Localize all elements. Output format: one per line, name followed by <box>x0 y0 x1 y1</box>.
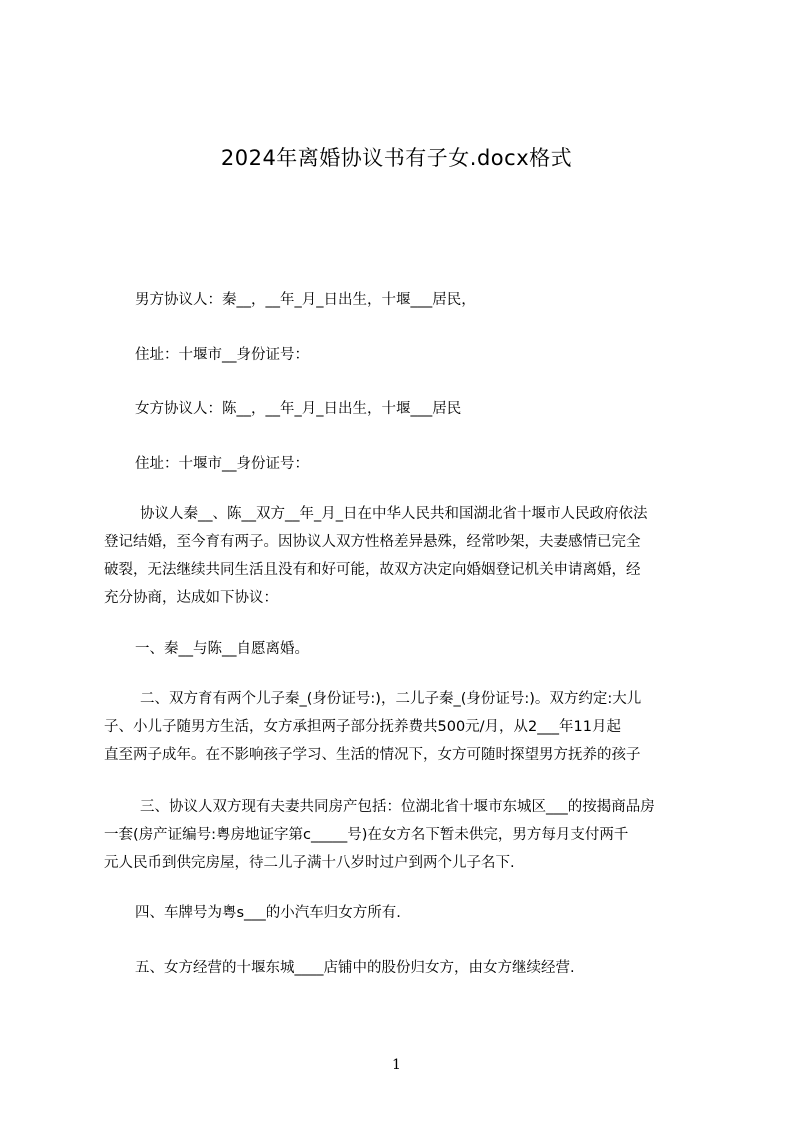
paragraph-line: 元人民币到供完房屋，待二儿子满十八岁时过户到两个儿子名下. <box>104 855 515 871</box>
page-number: 1 <box>392 1057 401 1073</box>
female-party-paragraph <box>104 395 716 423</box>
paragraph-line: 四、车牌号为粤s___的小汽车归女方所有. <box>135 905 401 921</box>
paragraph-line: 充分协商，达成如下协议： <box>104 590 278 606</box>
paragraph-line: 登记结婚，至今育有两子。因协议人双方性格差异悬殊，经常吵架，夫妻感情已完全 <box>104 534 641 550</box>
paragraph-line: 子、小儿子随男方生活，女方承担两子部分抚养费共500元/月，从2___年11月起 <box>104 719 621 735</box>
paragraph-line: 一、秦__与陈__自愿离婚。 <box>135 641 309 657</box>
male-party-paragraph <box>104 286 716 314</box>
paragraph-line: 五、女方经营的十堰东城____店铺中的股份归女方，由女方继续经营. <box>135 960 575 976</box>
paragraph-line: 一套(房产证编号:粤房地证字第c_____号)在女方名下暂未供完，男方每月支付两千 <box>104 827 629 843</box>
paragraph-line: 直至两子成年。在不影响孩子学习、生活的情况下，女方可随时探望男方抚养的孩子 <box>104 747 641 763</box>
paragraph-line: 破裂，无法继续共同生活且没有和好可能，故双方决定向婚姻登记机关申请离婚，经 <box>104 562 641 578</box>
paragraph-line: 男方协议人：秦__，__年_月_日出生，十堰___居民， <box>135 292 476 308</box>
document-title: 2024年离婚协议书有子女.docx格式 <box>220 146 573 170</box>
paragraph-line: 女方协议人：陈__，__年_月_日出生，十堰___居民 <box>135 401 462 417</box>
clause-two-paragraph <box>104 685 716 769</box>
male-address-paragraph <box>104 341 716 369</box>
clause-five-paragraph <box>104 954 716 982</box>
clause-one-paragraph <box>104 635 716 663</box>
clause-four-paragraph <box>104 899 716 927</box>
paragraph-line: 二、双方育有两个儿子秦_(身份证号:)，二儿子秦_(身份证号:)。双方约定:大儿 <box>140 691 642 707</box>
clause-three-paragraph <box>104 793 716 877</box>
paragraph-line: 协议人秦__、陈__双方__年_月_日在中华人民共和国湖北省十堰市人民政府依法 <box>140 506 648 522</box>
paragraph-line: 三、协议人双方现有夫妻共同房产包括：位湖北省十堰市东城区___的按揭商品房 <box>140 799 655 815</box>
paragraph-line: 住址：十堰市__身份证号： <box>135 456 309 472</box>
female-address-paragraph <box>104 450 716 478</box>
marriage-background-paragraph <box>104 500 716 612</box>
paragraph-line: 住址：十堰市__身份证号： <box>135 347 309 363</box>
